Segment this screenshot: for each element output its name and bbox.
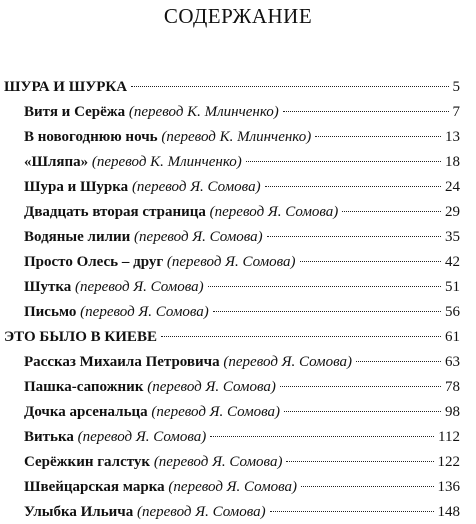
toc-entry-title: ЭТО БЫЛО В КИЕВЕ <box>4 329 157 345</box>
dot-leader <box>284 411 441 412</box>
toc-entry-translator: (перевод Я. Сомова) <box>147 379 276 395</box>
toc-entry[interactable] <box>24 475 460 499</box>
toc-entry-title: Дочка арсенальца <box>24 404 148 420</box>
toc-entry-title: Шутка <box>24 279 72 295</box>
toc-page-number: 7 <box>452 104 460 120</box>
toc-section[interactable] <box>4 325 460 349</box>
toc-entry-title: Двадцать вторая страница <box>24 204 206 220</box>
dot-leader <box>315 136 441 137</box>
page-title: СОДЕРЖАНИЕ <box>163 4 313 28</box>
toc-entry-translator: (перевод Я. Сомова) <box>166 254 296 270</box>
toc-section[interactable] <box>4 75 460 99</box>
toc-page-number: 24 <box>445 179 460 195</box>
toc-page-number: 18 <box>445 154 460 170</box>
toc-entry[interactable] <box>24 400 460 424</box>
toc-entry-title: Серёжкин галстук <box>24 454 151 470</box>
toc-entry-title: Витя и Серёжа <box>24 104 126 120</box>
toc-entry-title: В новогоднюю ночь <box>24 129 158 145</box>
toc-entry-title: «Шляпа» <box>24 154 89 170</box>
toc-entry-translator: (перевод Я. Сомова) <box>75 279 204 295</box>
toc-entry[interactable] <box>24 125 460 149</box>
dot-leader <box>210 436 434 437</box>
toc-entry-title: Витька <box>24 429 74 445</box>
toc-entry-translator: (перевод Я. Сомова) <box>131 179 261 195</box>
dot-leader <box>300 261 441 262</box>
dot-leader <box>280 386 441 387</box>
toc-entry-title: Рассказ Михаила Петровича <box>24 354 220 370</box>
toc-page-number: 61 <box>445 329 460 345</box>
toc-entry-title: Просто Олесь – друг <box>24 254 164 270</box>
toc-entry-translator: (перевод Я. Сомова) <box>151 404 281 420</box>
toc-page-number: 42 <box>445 254 460 270</box>
dot-leader <box>131 86 448 87</box>
toc-page-number: 35 <box>445 229 460 245</box>
toc-entry[interactable] <box>24 275 460 299</box>
toc-entry[interactable] <box>24 500 460 524</box>
toc-entry-translator: (перевод К. Млинченко) <box>128 104 279 120</box>
dot-leader <box>161 336 441 337</box>
toc-entry-title: Пашка-сапожник <box>24 379 144 395</box>
toc-entry[interactable] <box>24 225 460 249</box>
toc-entry-translator: (перевод Я. Сомова) <box>223 354 353 370</box>
dot-leader <box>301 486 433 487</box>
toc-entry-translator: (перевод К. Млинченко) <box>161 129 312 145</box>
toc-page-number: 78 <box>445 379 460 395</box>
toc-entry-translator: (перевод Я. Сомова) <box>168 479 298 495</box>
toc-entry[interactable] <box>24 250 460 274</box>
toc-entry[interactable] <box>24 425 460 449</box>
toc-entry-translator: (перевод Я. Сомова) <box>80 304 209 320</box>
dot-leader <box>286 461 433 462</box>
toc-entry-translator: (перевод Я. Сомова) <box>136 504 266 520</box>
toc-page-number: 122 <box>437 454 460 470</box>
toc-page-number: 148 <box>437 504 460 520</box>
toc-entry[interactable] <box>24 200 460 224</box>
toc-page-number: 29 <box>445 204 460 220</box>
toc-entry[interactable] <box>24 175 460 199</box>
toc-page-number: 5 <box>452 79 460 95</box>
dot-leader <box>246 161 441 162</box>
toc-page-number: 136 <box>437 479 460 495</box>
toc-entry-title: Письмо <box>24 304 77 320</box>
dot-leader <box>267 236 441 237</box>
toc-entry[interactable] <box>24 375 460 399</box>
dot-leader <box>213 311 441 312</box>
toc-entry-translator: (перевод Я. Сомова) <box>209 204 339 220</box>
toc-entry-translator: (перевод К. Млинченко) <box>91 154 242 170</box>
toc-entry-translator: (перевод Я. Сомова) <box>153 454 283 470</box>
dot-leader <box>283 111 449 112</box>
toc-entry[interactable] <box>24 450 460 474</box>
dot-leader <box>265 186 441 187</box>
toc-entry-title: ШУРА И ШУРКА <box>4 79 128 95</box>
dot-leader <box>342 211 441 212</box>
toc-entry[interactable] <box>24 300 460 324</box>
toc-entry[interactable] <box>24 150 460 174</box>
dot-leader <box>356 361 441 362</box>
toc-page-number: 56 <box>445 304 460 320</box>
toc-page-number: 63 <box>445 354 460 370</box>
toc-entry-title: Улыбка Ильича <box>24 504 134 520</box>
dot-leader <box>270 511 434 512</box>
toc-page-number: 13 <box>445 129 460 145</box>
toc-entry[interactable] <box>24 100 460 124</box>
toc-entry-title: Водяные лилии <box>24 229 131 245</box>
toc-entry-title: Швейцарская марка <box>24 479 165 495</box>
toc-entry-translator: (перевод Я. Сомова) <box>77 429 207 445</box>
toc-entry-title: Шура и Шурка <box>24 179 129 195</box>
toc-entry[interactable] <box>24 350 460 374</box>
toc-page-number: 98 <box>445 404 460 420</box>
toc-entry-translator: (перевод Я. Сомова) <box>134 229 263 245</box>
toc-page-number: 51 <box>445 279 460 295</box>
dot-leader <box>208 286 441 287</box>
toc-page-number: 112 <box>438 429 460 445</box>
